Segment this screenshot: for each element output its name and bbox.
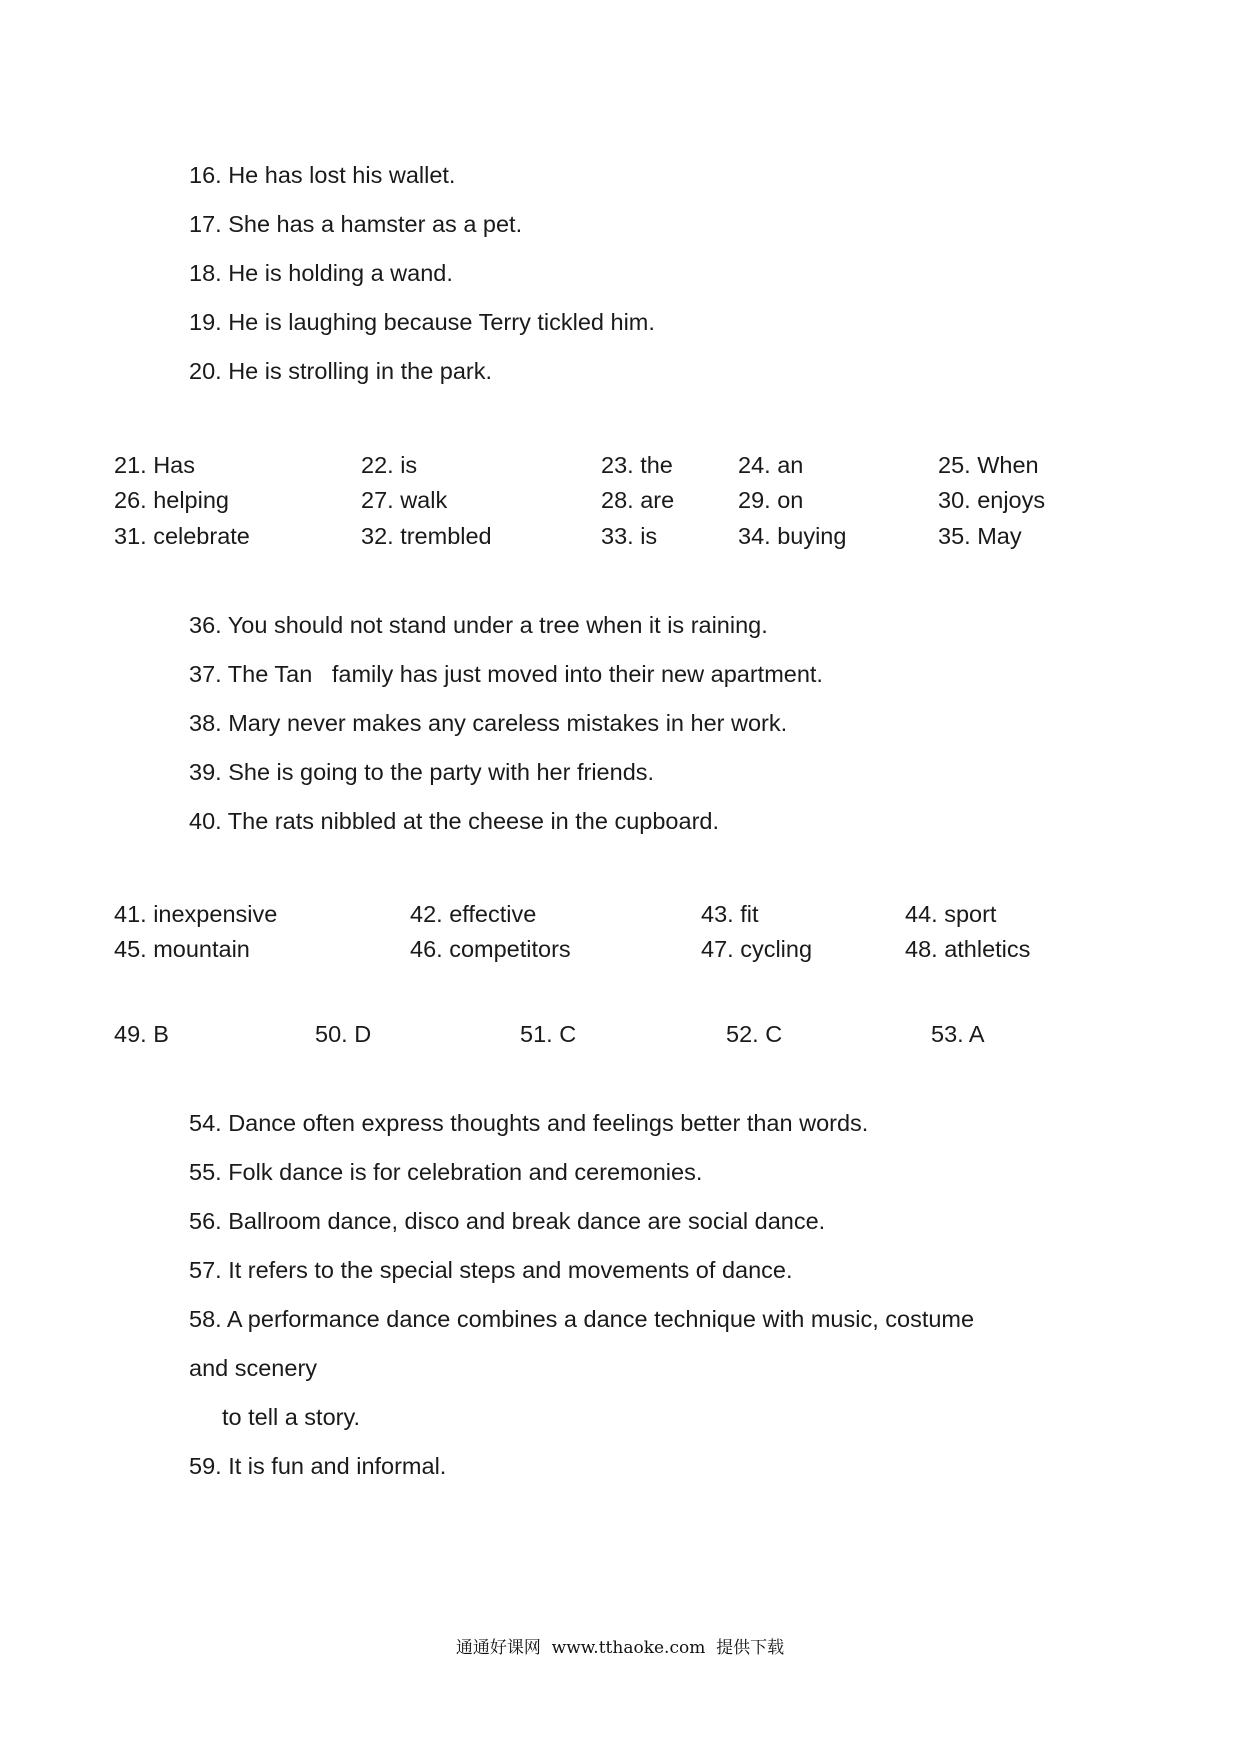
answer-50: 50. D — [315, 1021, 372, 1047]
answer-36: 36. You should not stand under a tree when it is raining. — [189, 612, 768, 638]
answer-40: 40. The rats nibbled at the cheese in the cupboard. — [189, 808, 719, 834]
answer-32: 32. trembled — [361, 523, 492, 549]
answer-58-line-3: to tell a story. — [222, 1404, 361, 1430]
answer-22: 22. is — [361, 452, 418, 478]
answer-35: 35. May — [938, 523, 1022, 549]
answer-23: 23. the — [601, 452, 673, 478]
answer-28: 28. are — [601, 487, 675, 513]
answer-20: 20. He is strolling in the park. — [189, 358, 493, 384]
answer-17: 17. She has a hamster as a pet. — [189, 211, 523, 237]
answer-30: 30. enjoys — [938, 487, 1046, 513]
answer-33: 33. is — [601, 523, 658, 549]
answer-21: 21. Has — [114, 452, 195, 478]
answer-58-line-2: and scenery — [189, 1355, 318, 1381]
answer-37: 37. The Tan family has just moved into their new apartment. — [189, 661, 823, 687]
answer-46: 46. competitors — [410, 936, 571, 962]
answer-41: 41. inexpensive — [114, 901, 278, 927]
answer-48: 48. athletics — [905, 936, 1031, 962]
answer-53: 53. A — [931, 1021, 985, 1047]
answer-51: 51. C — [520, 1021, 577, 1047]
answer-59: 59. It is fun and informal. — [189, 1453, 447, 1479]
answer-52: 52. C — [726, 1021, 783, 1047]
answer-47: 47. cycling — [701, 936, 813, 962]
answer-34: 34. buying — [738, 523, 847, 549]
answer-54: 54. Dance often express thoughts and feelings better than words. — [189, 1110, 869, 1136]
answer-27: 27. walk — [361, 487, 448, 513]
answer-16: 16. He has lost his wallet. — [189, 162, 456, 188]
answer-19: 19. He is laughing because Terry tickled him. — [189, 309, 655, 335]
answer-57: 57. It refers to the special steps and movements of dance. — [189, 1257, 793, 1283]
answer-55: 55. Folk dance is for celebration and ceremonies. — [189, 1159, 703, 1185]
answer-24: 24. an — [738, 452, 804, 478]
answer-44: 44. sport — [905, 901, 997, 927]
answer-38: 38. Mary never makes any careless mistakes in her work. — [189, 710, 788, 736]
answer-26: 26. helping — [114, 487, 229, 513]
answer-39: 39. She is going to the party with her friends. — [189, 759, 655, 785]
answer-43: 43. fit — [701, 901, 759, 927]
answer-56: 56. Ballroom dance, disco and break dance are social dance. — [189, 1208, 826, 1234]
answer-29: 29. on — [738, 487, 804, 513]
answer-45: 45. mountain — [114, 936, 250, 962]
answer-25: 25. When — [938, 452, 1039, 478]
page-footer: 通通好课网 www.tthaoke.com 提供下载 — [455, 1638, 785, 1658]
answer-49: 49. B — [114, 1021, 169, 1047]
answer-42: 42. effective — [410, 901, 537, 927]
answer-18: 18. He is holding a wand. — [189, 260, 453, 286]
answer-31: 31. celebrate — [114, 523, 250, 549]
answer-58-line-1: 58. A performance dance combines a dance technique with music, costume — [189, 1306, 975, 1332]
